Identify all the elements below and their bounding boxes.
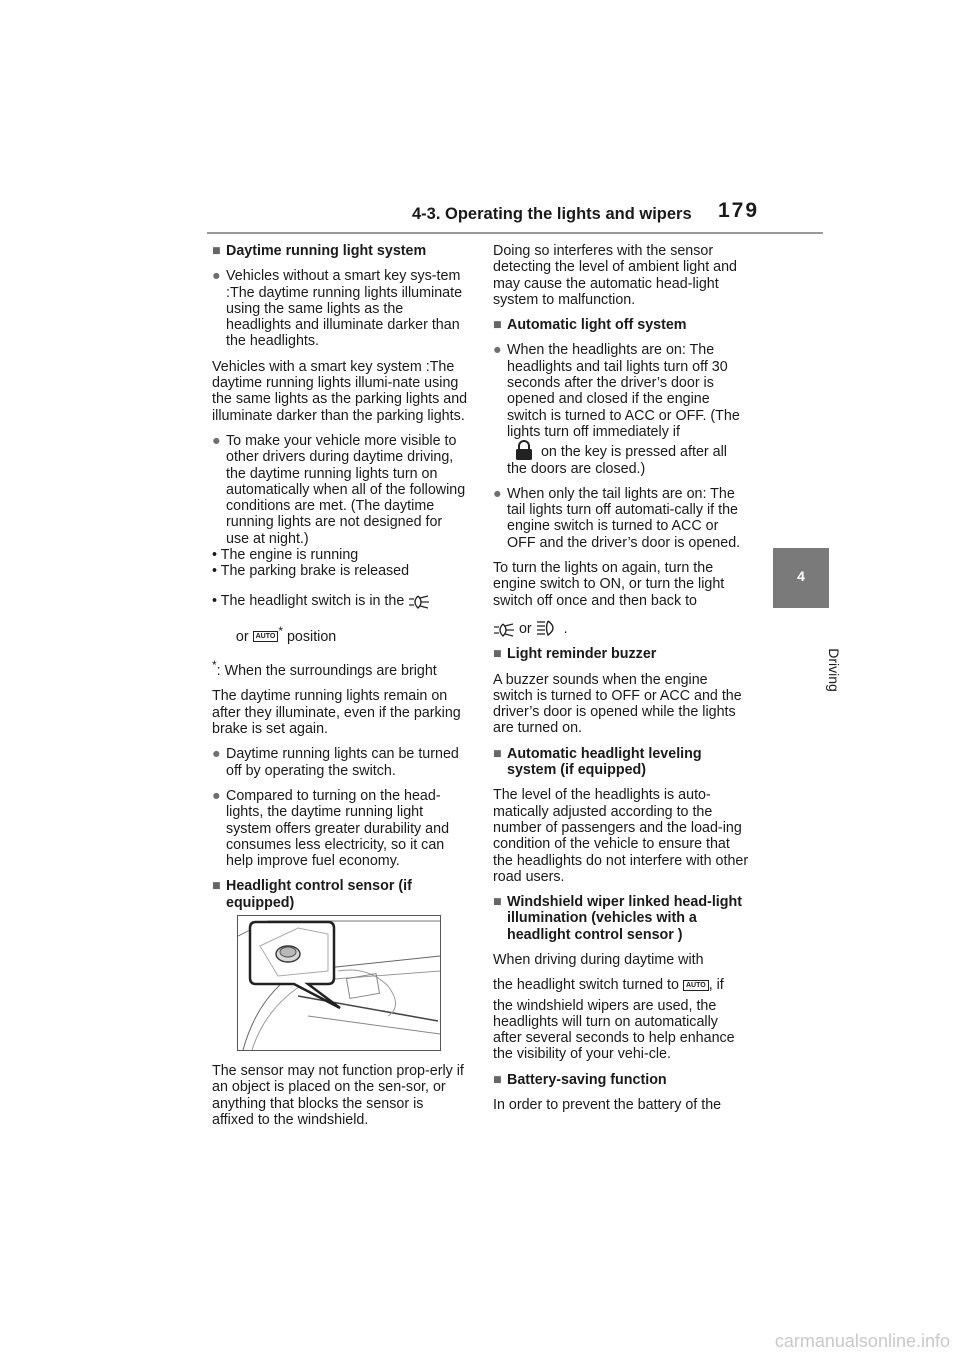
- heading-auto-leveling: ■ Automatic headlight leveling system (if equipped): [493, 745, 702, 779]
- heading-battery-saving: ■ Battery-saving function: [493, 1071, 667, 1088]
- bullet-tail-lights-on: ● When only the tail lights are on: The tail lights turn off automati-cally if the engine switch is turned to ACC or OFF and the driver’s door is opened.: [493, 485, 741, 551]
- watermark: carmanualsonline.info: [774, 1331, 950, 1351]
- para-interferes: Doing so interferes with the sensor detecting the level of ambient light and may cause the automatic head-light system to malfunction.: [493, 243, 738, 308]
- condition-engine-running: • The engine is running: [212, 547, 359, 564]
- chapter-tab-number: 4: [773, 548, 829, 608]
- header-rule: [207, 232, 823, 234]
- bullet-headlights-on: ● When the headlights are on: The headlights and tail lights turn off 30 seconds after the driver’s door is opened and closed if the engine switch is turned to ACC or OFF. (The lights turn off immediately if on the key is pressed after all the doors are closed.): [493, 342, 740, 477]
- para-wiper-linked: When driving during daytime with the headlight switch turned to AUTO , if the windshield wipers are used, the headlights will turn on automatically after several seconds to help enhance the visibility of your vehi-cle.: [493, 951, 735, 1063]
- left-column: [212, 243, 468, 1137]
- para-remain-on: The daytime running lights remain on after they illuminate, even if the parking brake is set again.: [212, 688, 461, 738]
- bullet-durability: ● Compared to turning on the head-lights, the daytime running light system offers greater durability and consumes less electricity, so it can help improve fuel economy.: [212, 787, 450, 870]
- heading-wiper-linked: ■ Windshield wiper linked head-light illumination (vehicles with a headlight control sensor ): [493, 894, 742, 943]
- page-number: 179: [718, 199, 760, 222]
- sensor-illustration: [237, 915, 441, 1051]
- heading-daytime-running-light: ■ Daytime running light system: [212, 243, 427, 259]
- headlight-icon: [493, 623, 515, 637]
- headlight-icon: [408, 595, 430, 609]
- auto-icon: AUTO: [253, 631, 279, 642]
- section-title: 4-3. Operating the lights and wipers: [412, 205, 692, 223]
- bullet-no-smart-key: ● Vehicles without a smart key sys-tem :The daytime running lights illuminate using the same lights as the headlights and illuminate darker than the headlights.: [212, 268, 463, 350]
- para-turn-on-again: To turn the lights on again, turn the engine switch to ON, or turn the light switch off once and then back to or .: [493, 560, 725, 637]
- para-battery: In order to prevent the battery of the: [493, 1097, 722, 1114]
- footnote: *: When the surroundings are bright: [212, 658, 437, 680]
- para-leveling: The level of the headlights is auto-matically adjusted according to the number of passengers and the load-ing condition of the vehicle to ensure that the headlights do not interfere with other road users.: [493, 787, 749, 885]
- auto-icon: AUTO: [683, 980, 709, 991]
- para-smart-key: Vehicles with a smart key system :The daytime running lights illumi-nate using the same lights as the parking lights and illuminate darker than the parking lights.: [212, 358, 468, 424]
- bullet-visibility: ● To make your vehicle more visible to other drivers during daytime driving, the daytime running lights turn on automatically when all of the following conditions are met. (The daytime running lights are not designed for use at night.): [212, 432, 466, 547]
- right-column: [493, 243, 749, 1122]
- heading-auto-light-off: ■ Automatic light off system: [493, 317, 687, 334]
- condition-headlight-switch: • The headlight switch is in the or AUTO * position: [212, 586, 468, 652]
- bullet-turn-off: ● Daytime running lights can be turned off by operating the switch.: [212, 746, 459, 779]
- para-sensor-blocking: The sensor may not function prop-erly if an object is placed on the sen-sor, or anything that blocks the sensor is affixed to the windshield.: [212, 1063, 464, 1128]
- para-buzzer: A buzzer sounds when the engine switch is turned to OFF or ACC and the driver’s door is opened while the lights are turned on.: [493, 671, 742, 737]
- heading-headlight-sensor: ■ Headlight control sensor (if equipped): [212, 878, 412, 911]
- windshield-sensor-drawing: [238, 916, 440, 1050]
- chapter-tab-label: Driving: [826, 648, 842, 692]
- heading-light-reminder: ■ Light reminder buzzer: [493, 646, 657, 663]
- lock-icon: [511, 440, 537, 460]
- condition-parking-brake: • The parking brake is released: [212, 563, 410, 580]
- high-beam-icon: [536, 619, 560, 637]
